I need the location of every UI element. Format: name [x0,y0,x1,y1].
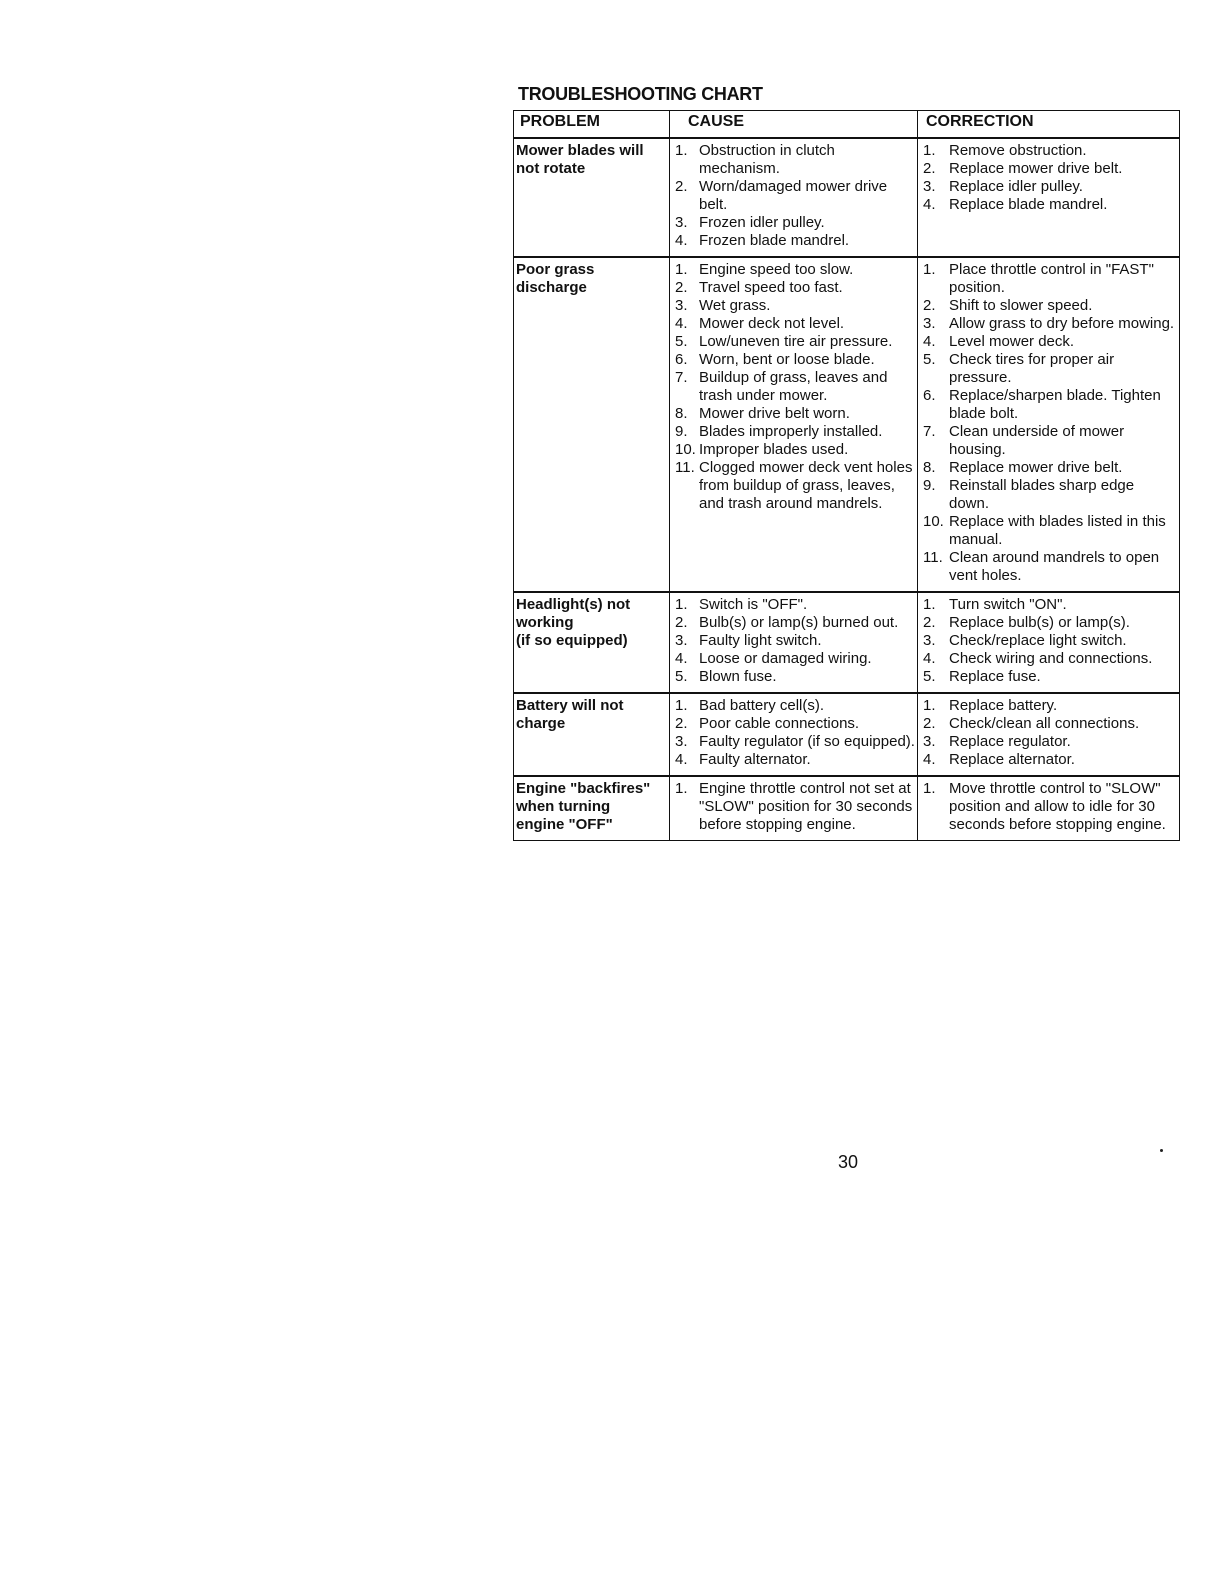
correction-text: Reinstall blades sharp edge down. [949,477,1135,512]
cause-text: Wet grass. [699,297,771,314]
cause-text: Obstruction in clutch mechanism. [699,142,835,177]
correction-item [920,614,1177,632]
item-number: 2. [675,279,688,296]
correction-text: Replace with blades listed in this manual. [949,513,1166,548]
speck-mark [1160,1149,1163,1152]
correction-item [920,733,1177,751]
item-number: 4. [923,196,936,213]
correction-text: Replace blade mandrel. [949,196,1108,213]
problem-cell [514,776,670,841]
correction-item [920,596,1177,614]
correction-item [920,459,1177,477]
item-number: 11. [675,459,695,476]
item-number: 3. [675,297,688,314]
correction-item [920,751,1177,769]
header-cause: CAUSE [670,111,918,139]
cause-item [672,261,915,279]
item-number: 6. [675,351,688,368]
item-number: 2. [923,614,936,631]
correction-text: Shift to slower speed. [949,297,1093,314]
item-number: 1. [675,596,688,613]
correction-item [920,423,1177,459]
problem-text: charge [516,715,566,732]
correction-text: Level mower deck. [949,333,1075,350]
correction-item [920,632,1177,650]
item-number: 3. [675,632,688,649]
cause-text: Engine speed too slow. [699,261,854,278]
cause-item [672,650,915,668]
item-number: 2. [923,297,936,314]
correction-text: Remove obstruction. [949,142,1087,159]
correction-cell [918,592,1180,693]
item-number: 4. [675,315,688,332]
correction-text: Turn switch "ON". [949,596,1067,613]
cause-item [672,715,915,733]
cause-item [672,232,915,250]
cause-text: Poor cable connections. [699,715,860,732]
problem-text: Headlight(s) not [516,596,631,613]
item-number: 2. [675,614,688,631]
correction-item [920,178,1177,196]
correction-text: Replace mower drive belt. [949,459,1123,476]
cause-item [672,405,915,423]
item-number: 4. [675,650,688,667]
cause-item [672,441,915,459]
cause-item [672,751,915,769]
correction-item [920,333,1177,351]
cause-text: Faulty regulator (if so equipped). [699,733,915,750]
cause-text: Faulty light switch. [699,632,822,649]
correction-text: Place throttle control in "FAST" position. [949,261,1154,296]
cause-text: Frozen blade mandrel. [699,232,850,249]
table-row [514,693,1180,776]
cause-cell [670,693,918,776]
item-number: 1. [923,261,936,278]
cause-text: Faulty alternator. [699,751,811,768]
correction-item [920,715,1177,733]
cause-text: Mower drive belt worn. [699,405,850,422]
item-number: 3. [923,632,936,649]
correction-item [920,549,1177,585]
item-number: 11. [923,549,943,566]
problem-text: Mower blades will [516,142,644,159]
cause-item [672,369,915,405]
item-number: 1. [923,142,936,159]
item-number: 7. [675,369,688,386]
table-row [514,592,1180,693]
correction-text: Move throttle control to "SLOW" position and allow to idle for 30 seconds before stopping engine. [949,780,1166,833]
cause-text: Blown fuse. [699,668,777,685]
correction-text: Replace fuse. [949,668,1041,685]
correction-text: Replace/sharpen blade. Tighten blade bolt. [949,387,1161,422]
correction-item [920,780,1177,834]
correction-text: Check wiring and connections. [949,650,1153,667]
item-number: 1. [675,261,688,278]
table-row [514,257,1180,592]
cause-cell [670,592,918,693]
correction-item [920,668,1177,686]
correction-text: Replace regulator. [949,733,1071,750]
cause-item [672,297,915,315]
item-number: 3. [923,315,936,332]
item-number: 9. [923,477,936,494]
problem-text: not rotate [516,160,586,177]
correction-item [920,513,1177,549]
correction-item [920,351,1177,387]
item-number: 4. [923,333,936,350]
problem-text: Poor grass [516,261,595,278]
cause-item [672,142,915,178]
item-number: 5. [923,668,936,685]
page-number: 30 [838,1152,859,1172]
correction-text: Allow grass to dry before mowing. [949,315,1175,332]
correction-text: Replace idler pulley. [949,178,1083,195]
correction-item [920,160,1177,178]
item-number: 5. [923,351,936,368]
item-number: 4. [675,232,688,249]
cause-cell [670,257,918,592]
header-problem: PROBLEM [514,111,670,139]
item-number: 5. [675,668,688,685]
cause-text: Worn/damaged mower drive belt. [699,178,888,213]
item-number: 8. [923,459,936,476]
cause-item [672,733,915,751]
correction-item [920,196,1177,214]
cause-item [672,459,915,513]
item-number: 5. [675,333,688,350]
correction-item [920,261,1177,297]
item-number: 1. [675,142,688,159]
cause-text: Bulb(s) or lamp(s) burned out. [699,614,899,631]
correction-item [920,387,1177,423]
correction-item [920,142,1177,160]
chart-title: TROUBLESHOOTING CHART [518,84,763,104]
problem-text: engine "OFF" [516,816,613,833]
problem-text: Engine "backfires" [516,780,651,797]
cause-text: Bad battery cell(s). [699,697,825,714]
cause-text: Buildup of grass, leaves and trash under mower. [699,369,888,404]
cause-text: Mower deck not level. [699,315,845,332]
cause-text: Worn, bent or loose blade. [699,351,875,368]
item-number: 2. [675,178,688,195]
item-number: 1. [675,780,688,797]
item-number: 4. [675,751,688,768]
item-number: 4. [923,650,936,667]
cause-item [672,333,915,351]
cause-text: Improper blades used. [699,441,849,458]
correction-cell [918,138,1180,257]
problem-text: (if so equipped) [516,632,628,649]
correction-text: Replace mower drive belt. [949,160,1123,177]
correction-text: Clean underside of mower housing. [949,423,1125,458]
correction-text: Check/clean all connections. [949,715,1140,732]
cause-item [672,697,915,715]
cause-text: Low/uneven tire air pressure. [699,333,893,350]
correction-cell [918,693,1180,776]
item-number: 4. [923,751,936,768]
cause-text: Loose or damaged wiring. [699,650,872,667]
item-number: 6. [923,387,936,404]
cause-text: Switch is "OFF". [699,596,808,613]
item-number: 9. [675,423,688,440]
correction-text: Check tires for proper air pressure. [949,351,1115,386]
cause-item [672,668,915,686]
item-number: 2. [923,715,936,732]
problem-cell [514,592,670,693]
cause-item [672,315,915,333]
correction-item [920,477,1177,513]
item-number: 3. [923,733,936,750]
item-number: 3. [923,178,936,195]
problem-text: discharge [516,279,587,296]
cause-item [672,632,915,650]
cause-item [672,279,915,297]
cause-item [672,780,915,834]
cause-text: Clogged mower deck vent holes from buildup of grass, leaves, and trash around mandrels. [699,459,913,512]
correction-item [920,650,1177,668]
correction-item [920,697,1177,715]
item-number: 8. [675,405,688,422]
problem-text: Battery will not [516,697,624,714]
cause-cell [670,138,918,257]
cause-item [672,214,915,232]
problem-cell [514,138,670,257]
cause-text: Travel speed too fast. [699,279,843,296]
cause-item [672,423,915,441]
cause-item [672,596,915,614]
table-row [514,776,1180,841]
problem-cell [514,257,670,592]
correction-text: Replace alternator. [949,751,1075,768]
cause-item [672,178,915,214]
header-correction: CORRECTION [918,111,1180,139]
problem-text: working [516,614,574,631]
correction-text: Clean around mandrels to open vent holes. [949,549,1160,584]
item-number: 10. [675,441,696,458]
problem-cell [514,693,670,776]
item-number: 10. [923,513,944,530]
correction-text: Replace battery. [949,697,1058,714]
correction-item [920,315,1177,333]
cause-item [672,351,915,369]
correction-item [920,297,1177,315]
problem-text: when turning [516,798,611,815]
correction-cell [918,776,1180,841]
item-number: 1. [923,596,936,613]
item-number: 3. [675,214,688,231]
cause-text: Blades improperly installed. [699,423,883,440]
item-number: 2. [923,160,936,177]
correction-text: Replace bulb(s) or lamp(s). [949,614,1130,631]
item-number: 3. [675,733,688,750]
correction-text: Check/replace light switch. [949,632,1127,649]
header-row [514,111,1180,139]
cause-item [672,614,915,632]
item-number: 7. [923,423,936,440]
cause-text: Engine throttle control not set at "SLOW" position for 30 seconds before stopping engine. [699,780,913,833]
cause-cell [670,776,918,841]
correction-cell [918,257,1180,592]
item-number: 1. [923,780,936,797]
table-row [514,138,1180,257]
item-number: 1. [923,697,936,714]
cause-text: Frozen idler pulley. [699,214,825,231]
item-number: 2. [675,715,688,732]
item-number: 1. [675,697,688,714]
troubleshooting-table [513,110,1179,841]
